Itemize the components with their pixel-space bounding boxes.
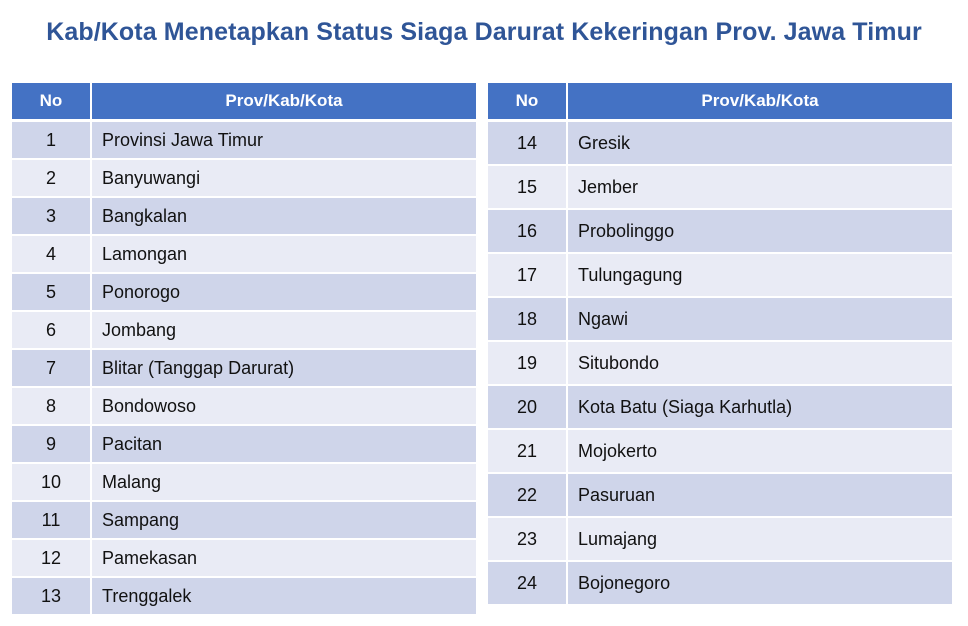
table-row [488, 210, 952, 254]
table-row [12, 350, 476, 388]
page-title: Kab/Kota Menetapkan Status Siaga Darurat Kekeringan Prov. Jawa Timur [46, 18, 922, 46]
row-number: 8 [12, 388, 92, 426]
row-number: 10 [12, 464, 92, 502]
table-row [12, 540, 476, 578]
table-row [488, 474, 952, 518]
row-number: 11 [12, 502, 92, 540]
region-table-right [488, 83, 952, 606]
table-row [12, 274, 476, 312]
table-row [12, 502, 476, 540]
row-number: 21 [488, 430, 568, 474]
table-header-row [12, 83, 476, 122]
row-number: 4 [12, 236, 92, 274]
region-name: Tulungagung [568, 254, 952, 298]
table-row [488, 166, 952, 210]
region-name: Lumajang [568, 518, 952, 562]
region-name: Sampang [92, 502, 476, 540]
region-table-left [12, 83, 476, 616]
row-number: 16 [488, 210, 568, 254]
row-number: 9 [12, 426, 92, 464]
region-name: Situbondo [568, 342, 952, 386]
region-name: Pasuruan [568, 474, 952, 518]
row-number: 24 [488, 562, 568, 606]
row-number: 22 [488, 474, 568, 518]
row-number: 7 [12, 350, 92, 388]
table-row [12, 578, 476, 616]
column-header-name: Prov/Kab/Kota [92, 83, 476, 122]
region-name: Banyuwangi [92, 160, 476, 198]
row-number: 2 [12, 160, 92, 198]
region-name: Jombang [92, 312, 476, 350]
table-row [12, 426, 476, 464]
row-number: 15 [488, 166, 568, 210]
region-name: Ngawi [568, 298, 952, 342]
row-number: 13 [12, 578, 92, 616]
table-row [12, 312, 476, 350]
row-number: 18 [488, 298, 568, 342]
row-number: 17 [488, 254, 568, 298]
table-row [12, 198, 476, 236]
row-number: 23 [488, 518, 568, 562]
table-row [12, 388, 476, 426]
table-row [12, 236, 476, 274]
region-name: Kota Batu (Siaga Karhutla) [568, 386, 952, 430]
table-row [12, 464, 476, 502]
table-header-row [488, 83, 952, 122]
region-name: Mojokerto [568, 430, 952, 474]
column-header-no: No [12, 83, 92, 122]
region-name: Malang [92, 464, 476, 502]
row-number: 3 [12, 198, 92, 236]
table-row [488, 342, 952, 386]
region-name: Pamekasan [92, 540, 476, 578]
region-name: Pacitan [92, 426, 476, 464]
row-number: 6 [12, 312, 92, 350]
table-row [12, 160, 476, 198]
column-header-no: No [488, 83, 568, 122]
row-number: 12 [12, 540, 92, 578]
region-name: Bangkalan [92, 198, 476, 236]
region-name: Trenggalek [92, 578, 476, 616]
table-row [12, 122, 476, 160]
row-number: 1 [12, 122, 92, 160]
table-row [488, 430, 952, 474]
row-number: 14 [488, 122, 568, 166]
row-number: 20 [488, 386, 568, 430]
table-row [488, 122, 952, 166]
region-name: Jember [568, 166, 952, 210]
region-name: Ponorogo [92, 274, 476, 312]
region-name: Bojonegoro [568, 562, 952, 606]
row-number: 5 [12, 274, 92, 312]
table-row [488, 298, 952, 342]
region-name: Blitar (Tanggap Darurat) [92, 350, 476, 388]
region-name: Gresik [568, 122, 952, 166]
region-name: Probolinggo [568, 210, 952, 254]
table-row [488, 518, 952, 562]
region-name: Bondowoso [92, 388, 476, 426]
column-header-name: Prov/Kab/Kota [568, 83, 952, 122]
table-row [488, 254, 952, 298]
table-row [488, 386, 952, 430]
region-name: Lamongan [92, 236, 476, 274]
table-row [488, 562, 952, 606]
row-number: 19 [488, 342, 568, 386]
region-name: Provinsi Jawa Timur [92, 122, 476, 160]
